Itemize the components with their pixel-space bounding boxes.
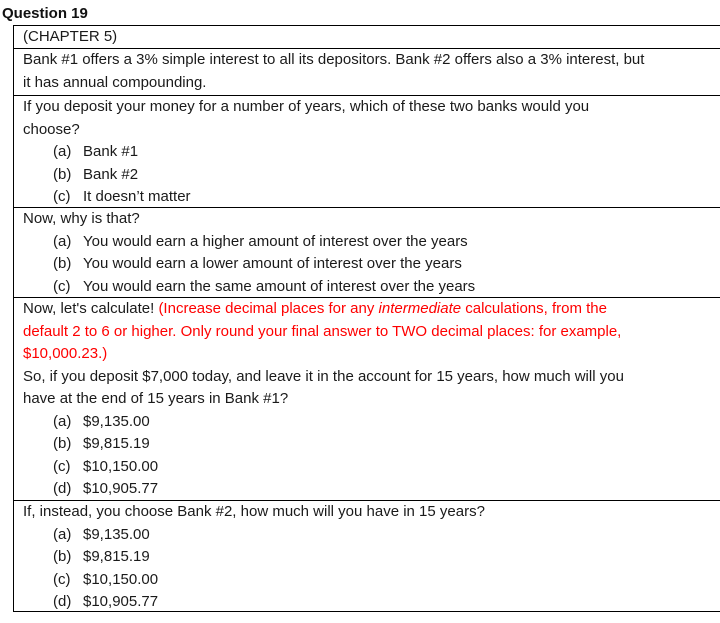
option-text: Bank #2 (83, 165, 139, 183)
part3-prompt-line-1: So, if you deposit $7,000 today, and leave it in the account for 15 years, how much will you (23, 367, 624, 385)
part3-row (14, 297, 720, 500)
option-text: You would earn a lower amount of interest over the years (83, 255, 462, 272)
instruction-text-a: (Increase decimal places for any (158, 300, 379, 317)
chapter-row (14, 25, 720, 48)
intro-row (14, 48, 720, 95)
instruction-text-b: calculations, from the (461, 300, 607, 317)
option-label: (a) (53, 232, 72, 250)
option-text: Bank #1 (83, 143, 139, 160)
instruction-line-2: default 2 to 6 or higher. Only round your final answer to TWO decimal places: for example, (23, 322, 622, 340)
option-label: (b) (53, 255, 72, 272)
option-label: (b) (53, 548, 72, 565)
option-label: (d) (53, 480, 72, 497)
option-label: (c) (53, 457, 71, 475)
part2-row (14, 207, 720, 297)
part1-option-c[interactable] (23, 186, 720, 209)
part2-option-a[interactable] (23, 231, 720, 254)
part1-option-b[interactable] (23, 164, 720, 187)
part3-lead-line (23, 298, 720, 321)
option-label: (b) (53, 435, 72, 452)
instruction-italic: intermediate (378, 300, 462, 317)
option-text: You would earn the same amount of interest over the years (83, 277, 476, 295)
option-text: It doesn’t matter (83, 188, 191, 205)
option-text: $9,815.19 (83, 435, 150, 452)
part1-prompt-line-2: choose? (23, 120, 80, 138)
question-table (13, 25, 720, 612)
intro-line-1: Bank #1 offers a 3% simple interest to all its depositors. Bank #2 offers also a 3% interest, but (23, 51, 645, 68)
question-title: Question 19 (2, 5, 88, 22)
part2-option-c[interactable] (23, 276, 720, 299)
option-text: $9,815.19 (83, 548, 150, 565)
part3-option-a[interactable] (23, 411, 720, 434)
part1-option-a[interactable] (23, 141, 720, 164)
option-text: $9,135.00 (83, 525, 150, 543)
option-text: $10,905.77 (83, 593, 159, 610)
part4-row (14, 500, 720, 612)
part4-option-c[interactable] (23, 569, 720, 592)
option-label: (b) (53, 165, 72, 183)
instruction-line-3: $10,000.23.) (23, 345, 108, 362)
option-label: (c) (53, 188, 71, 205)
part4-prompt: If, instead, you choose Bank #2, how much will you have in 15 years? (23, 503, 485, 520)
part4-option-a[interactable] (23, 524, 720, 547)
part4-option-b[interactable] (23, 546, 720, 569)
option-label: (c) (53, 277, 71, 295)
part1-prompt-line-1: If you deposit your money for a number of years, which of these two banks would you (23, 98, 590, 115)
part2-option-b[interactable] (23, 253, 720, 276)
part3-lead: Now, let's calculate! (23, 300, 159, 317)
part2-prompt: Now, why is that? (23, 210, 140, 227)
option-label: (a) (53, 143, 72, 160)
chapter-label: (CHAPTER 5) (23, 28, 118, 45)
part3-option-c[interactable] (23, 456, 720, 479)
part3-prompt-line-2: have at the end of 15 years in Bank #1? (23, 390, 289, 407)
intro-line-2: it has annual compounding. (23, 73, 207, 91)
part1-row (14, 95, 720, 207)
option-text: $10,905.77 (83, 480, 159, 497)
part3-option-d[interactable] (23, 478, 720, 501)
option-text: $10,150.00 (83, 457, 159, 475)
part4-option-d[interactable] (23, 591, 720, 614)
option-label: (c) (53, 570, 71, 588)
option-text: $10,150.00 (83, 570, 159, 588)
option-text: You would earn a higher amount of interest over the years (83, 232, 468, 250)
option-label: (a) (53, 412, 72, 430)
option-label: (d) (53, 593, 72, 610)
part3-option-b[interactable] (23, 433, 720, 456)
option-label: (a) (53, 525, 72, 543)
option-text: $9,135.00 (83, 412, 150, 430)
